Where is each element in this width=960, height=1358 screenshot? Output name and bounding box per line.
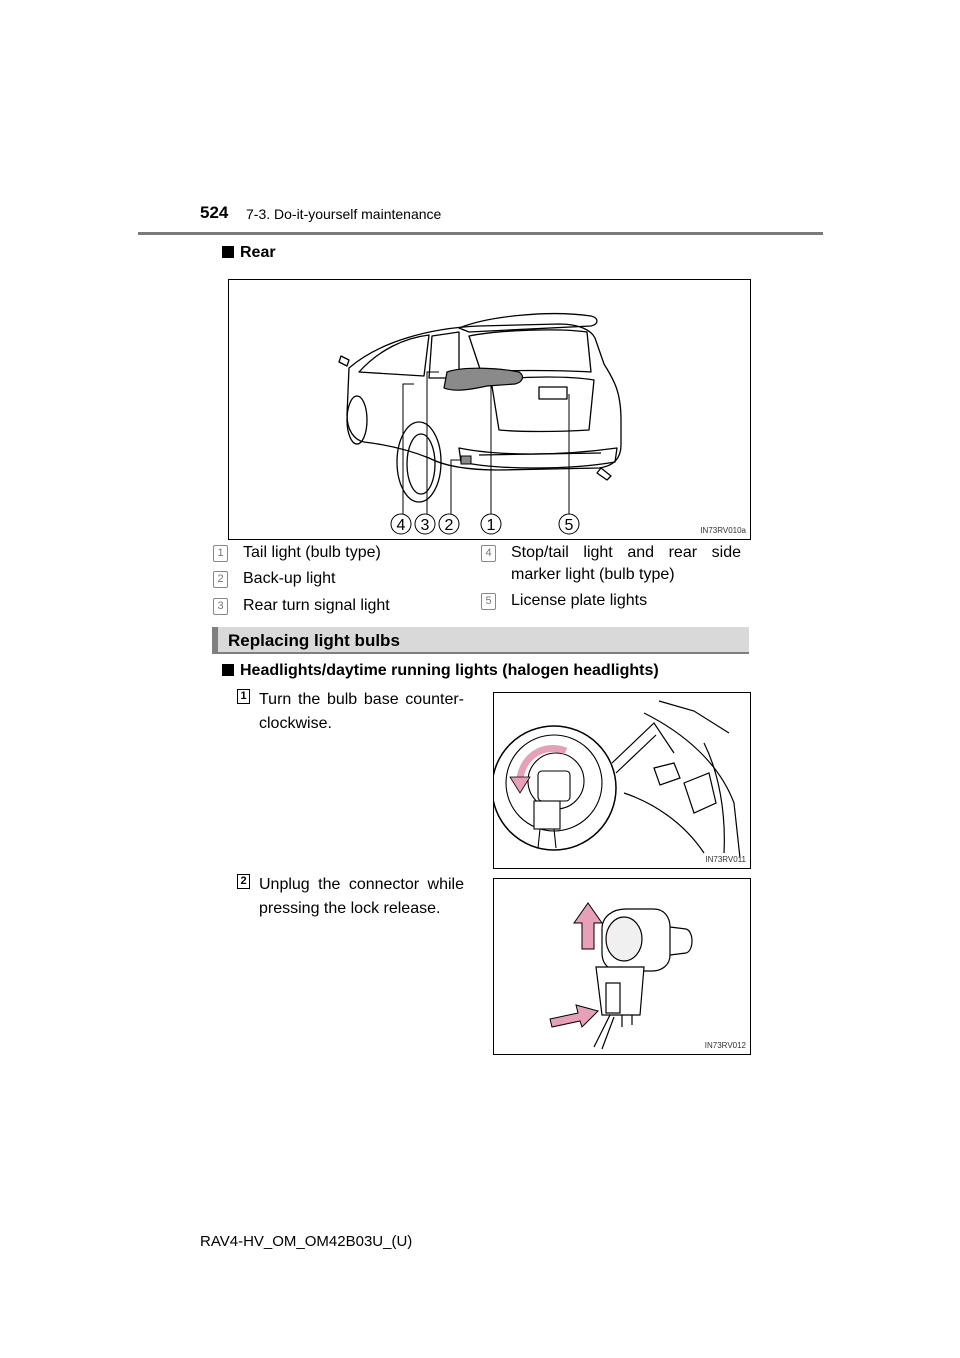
legend-item-5 bbox=[481, 590, 741, 612]
legend-item-2 bbox=[213, 568, 453, 590]
headlight-bulb-illustration bbox=[494, 693, 750, 868]
step-2-text: Unplug the connector while pressing the lock release. bbox=[259, 876, 464, 917]
rear-subhead-label: Rear bbox=[240, 244, 276, 261]
rear-lights-figure bbox=[228, 279, 751, 540]
callout-4: 4 bbox=[396, 517, 406, 534]
figure-code: IN73RV010a bbox=[700, 526, 746, 535]
legend-text: Back-up light bbox=[243, 570, 336, 587]
step-2-badge: 2 bbox=[237, 874, 250, 889]
legend-text: Stop/tail light and rear side marker light (bulb type) bbox=[511, 544, 741, 583]
legend-text: License plate lights bbox=[511, 592, 648, 609]
legend-item-3 bbox=[213, 595, 453, 617]
legend-number: 4 bbox=[481, 545, 496, 562]
headlights-subhead bbox=[222, 662, 659, 680]
figure-code: IN73RV011 bbox=[705, 855, 746, 864]
section-bar-title: Replacing light bulbs bbox=[212, 627, 749, 654]
legend-item-4 bbox=[481, 542, 741, 586]
section-title: 7-3. Do-it-yourself maintenance bbox=[246, 206, 442, 222]
legend-number: 5 bbox=[481, 593, 496, 610]
header-divider bbox=[138, 232, 823, 235]
square-bullet-icon bbox=[222, 246, 234, 258]
document-id: RAV4-HV_OM_OM42B03U_(U) bbox=[200, 1233, 413, 1250]
figure-code: IN73RV012 bbox=[704, 1041, 746, 1050]
step-2-figure bbox=[493, 878, 751, 1055]
headlights-subhead-label: Headlights/daytime running lights (halogen headlights) bbox=[240, 662, 659, 679]
callout-3: 3 bbox=[420, 517, 430, 534]
connector-unplug-illustration bbox=[494, 879, 750, 1054]
legend-number: 2 bbox=[213, 571, 228, 588]
back-up-light-highlight bbox=[461, 456, 471, 464]
step-1-badge: 1 bbox=[237, 689, 250, 704]
square-bullet-icon bbox=[222, 664, 234, 676]
rear-car-illustration bbox=[229, 280, 750, 539]
rear-subhead bbox=[222, 244, 276, 262]
tail-light-highlight bbox=[444, 368, 522, 390]
page-number: 524 bbox=[200, 203, 229, 222]
callout-2: 2 bbox=[444, 517, 454, 534]
legend-item-1 bbox=[213, 542, 453, 564]
up-arrow-icon bbox=[574, 903, 602, 949]
legend-number: 3 bbox=[213, 598, 228, 615]
press-arrow-icon bbox=[550, 1005, 598, 1027]
legend-text: Tail light (bulb type) bbox=[243, 544, 381, 561]
legend-text: Rear turn signal light bbox=[243, 597, 390, 614]
legend-number: 1 bbox=[213, 545, 228, 562]
step-1-text: Turn the bulb base counter-clockwise. bbox=[259, 691, 464, 732]
callout-1: 1 bbox=[486, 517, 496, 534]
callout-5: 5 bbox=[564, 517, 574, 534]
step-1-figure bbox=[493, 692, 751, 869]
